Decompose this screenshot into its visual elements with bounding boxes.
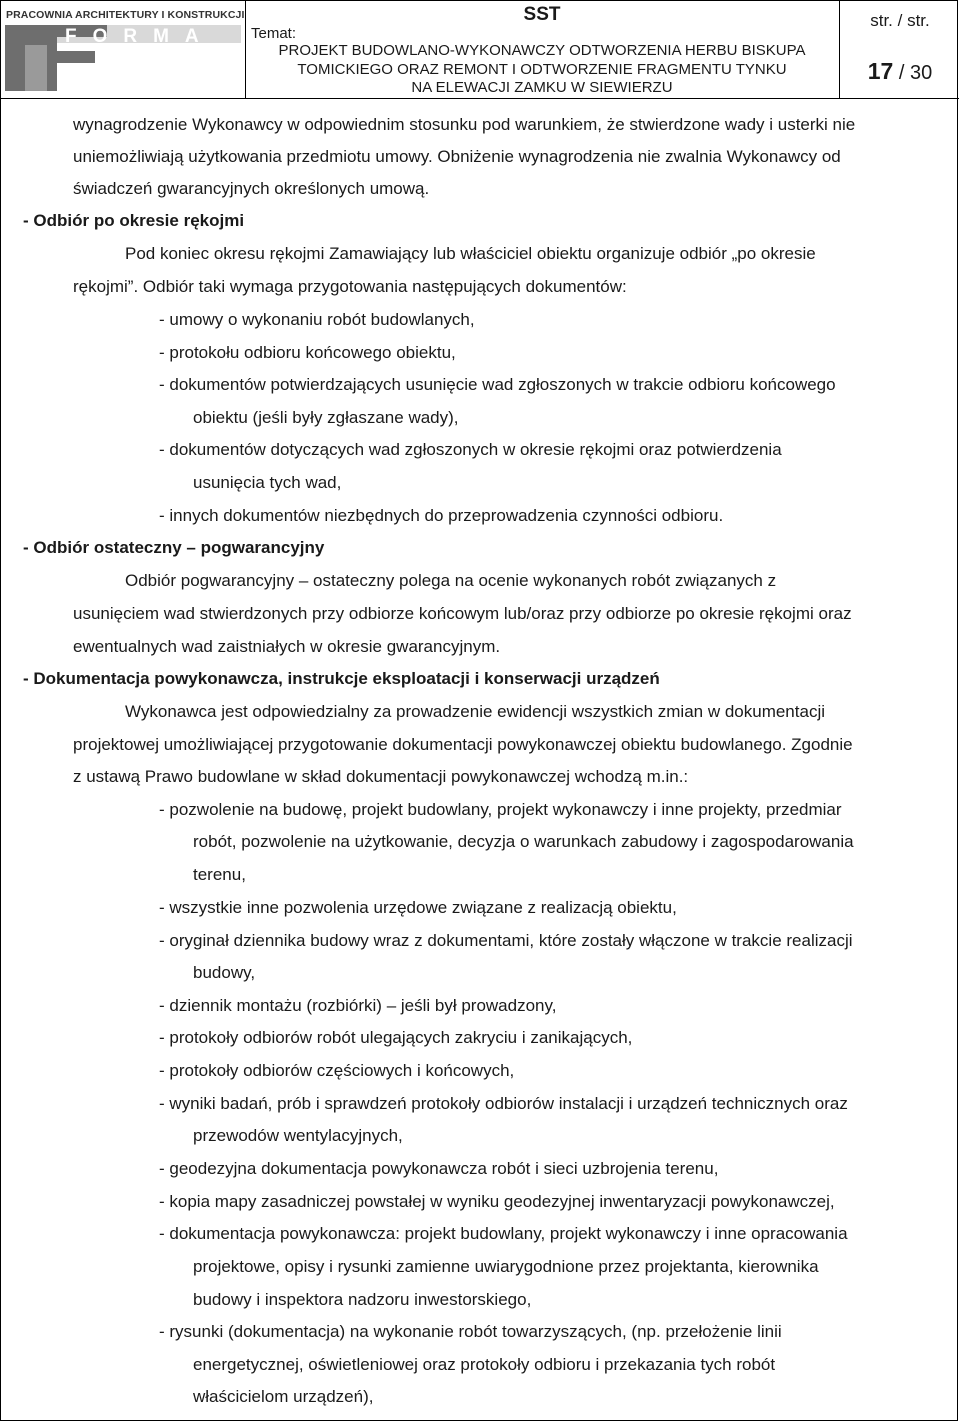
- text-line: uniemożliwiają użytkowania przedmiotu umowy. Obniżenie wynagrodzenia nie zwalnia Wykonawcy od: [73, 147, 841, 166]
- list-item: - dziennik montażu (rozbiórki) – jeśli był prowadzony,: [159, 996, 557, 1015]
- page-total: / 30: [898, 62, 933, 84]
- page-label: str. / str.: [870, 11, 930, 30]
- list-item: - pozwolenie na budowę, projekt budowlany, projekt wykonawczy i inne projekty, przedmiar: [159, 800, 842, 819]
- page-current: 17: [867, 58, 894, 84]
- text-line: usunięciem wad stwierdzonych przy odbiorze końcowym lub/oraz przy odbiorze po okresie rękojmi oraz: [73, 604, 852, 623]
- list-item: - innych dokumentów niezbędnych do przeprowadzenia czynności odbioru.: [159, 506, 724, 525]
- section-heading: - Odbiór po okresie rękojmi: [23, 211, 245, 230]
- text-line: rękojmi”. Odbiór taki wymaga przygotowania następujących dokumentów:: [73, 277, 627, 296]
- list-item: - rysunki (dokumentacja) na wykonanie robót towarzyszących, (np. przełożenie linii: [159, 1322, 782, 1341]
- list-item-continuation: terenu,: [193, 865, 246, 884]
- list-item: - dokumentów dotyczących wad zgłoszonych w okresie rękojmi oraz potwierdzenia: [159, 440, 782, 459]
- list-item-continuation: budowy i inspektora nadzoru inwestorskiego,: [193, 1290, 532, 1309]
- project-title-line: PROJEKT BUDOWLANO-WYKONAWCZY ODTWORZENIA HERBU BISKUPA: [278, 42, 806, 59]
- list-item: - umowy o wykonaniu robót budowlanych,: [159, 310, 475, 329]
- project-title: [275, 42, 809, 98]
- firm-name: PRACOWNIA ARCHITEKTURY I KONSTRUKCJI: [6, 9, 245, 21]
- list-item: - wyniki badań, prób i sprawdzeń protokoły odbiorów instalacji i urządzeń technicznych oraz: [159, 1094, 848, 1113]
- list-item: - dokumentów potwierdzających usunięcie wad zgłoszonych w trakcie odbioru końcowego: [159, 375, 836, 394]
- text-line: świadczeń gwarancyjnych określonych umową.: [73, 179, 430, 198]
- text-line: Odbiór pogwarancyjny – ostateczny polega na ocenie wykonanych robót związanych z: [125, 571, 777, 590]
- page-header: [1, 1, 959, 99]
- section-code: SST: [523, 4, 561, 25]
- text-line: projektowej umożliwiającej przygotowanie dokumentacji powykonawczej obiektu budowlanego. Zgodnie: [73, 735, 853, 754]
- firm-logo-cell: [1, 1, 246, 98]
- list-item-continuation: budowy,: [193, 963, 256, 982]
- forma-logo: [5, 23, 241, 93]
- list-item: - oryginał dziennika budowy wraz z dokumentami, które zostały włączone w trakcie realizacji: [159, 931, 853, 950]
- list-item-continuation: usunięcia tych wad,: [193, 473, 342, 492]
- page-number-cell: [839, 1, 960, 98]
- text-line: Pod koniec okresu rękojmi Zamawiający lub właściciel obiektu organizuje odbiór „po okresie: [125, 244, 816, 263]
- text-line: z ustawą Prawo budowlane w skład dokumentacji powykonawczej wchodzą m.in.:: [73, 767, 689, 786]
- list-item: - wszystkie inne pozwolenia urzędowe związane z realizacją obiektu,: [159, 898, 677, 917]
- list-item: - protokoły odbiorów częściowych i końcowych,: [159, 1061, 515, 1080]
- page-number: [840, 58, 960, 85]
- text-line: wynagrodzenie Wykonawcy w odpowiednim stosunku pod warunkiem, że stwierdzone wady i usterki nie: [73, 115, 856, 134]
- list-item: - protokoły odbiorów robót ulegających zakryciu i zanikających,: [159, 1028, 633, 1047]
- subject-label: Temat:: [251, 25, 297, 42]
- list-item-continuation: robót, pozwolenie na użytkowanie, decyzja o warunkach zabudowy i zagospodarowania: [193, 832, 854, 851]
- text-line: Wykonawca jest odpowiedzialny za prowadzenie ewidencji wszystkich zmian w dokumentacji: [125, 702, 825, 721]
- list-item-continuation: obiektu (jeśli były zgłaszane wady),: [193, 408, 459, 427]
- text-line: ewentualnych wad zaistniałych w okresie gwarancyjnym.: [73, 637, 501, 656]
- title-cell: [245, 1, 839, 98]
- section-heading: - Dokumentacja powykonawcza, instrukcje eksploatacji i konserwacji urządzeń: [23, 669, 660, 688]
- list-item-continuation: właścicielom urządzeń),: [193, 1387, 374, 1406]
- list-item: - protokołu odbioru końcowego obiektu,: [159, 343, 456, 362]
- list-item-continuation: projektowe, opisy i rysunki zamienne uwiarygodnione przez projektanta, kierownika: [193, 1257, 819, 1276]
- logo-text: FORMA: [65, 26, 215, 47]
- project-title-line: NA ELEWACJI ZAMKU W SIEWIERZU: [411, 79, 673, 96]
- list-item: - kopia mapy zasadniczej powstałej w wyniku geodezyjnej inwentaryzacji powykonawczej,: [159, 1192, 835, 1211]
- list-item: - dokumentacja powykonawcza: projekt budowlany, projekt wykonawczy i inne opracowania: [159, 1224, 848, 1243]
- list-item: - geodezyjna dokumentacja powykonawcza robót i sieci uzbrojenia terenu,: [159, 1159, 719, 1178]
- list-item-continuation: przewodów wentylacyjnych,: [193, 1126, 403, 1145]
- list-item-continuation: energetycznej, oświetleniowej oraz protokoły odbioru i przekazania tych robót: [193, 1355, 776, 1374]
- project-title-line: TOMICKIEGO ORAZ REMONT I ODTWORZENIE FRAGMENTU TYNKU: [297, 60, 787, 78]
- section-heading: - Odbiór ostateczny – pogwarancyjny: [23, 538, 325, 557]
